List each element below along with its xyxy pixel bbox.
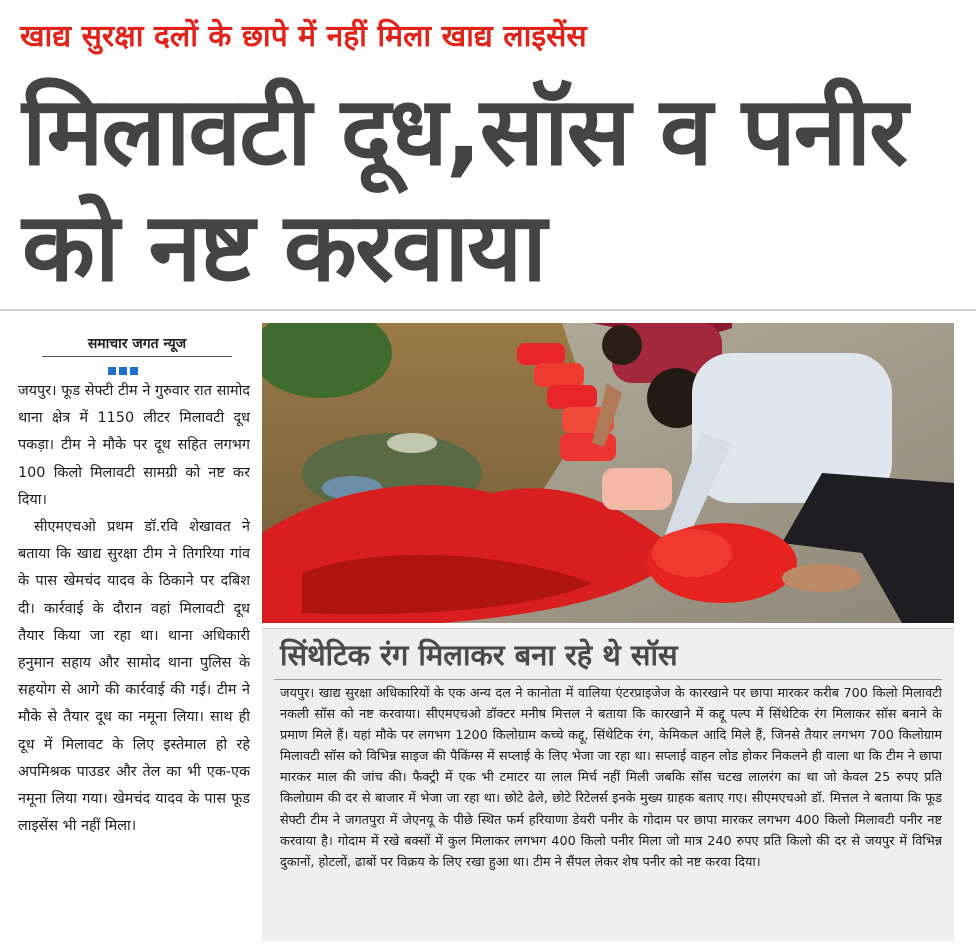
subheading-rule [274, 679, 942, 680]
sidebar-subheading: सिंथेटिक रंग मिलाकर बना रहे थे सॉस [280, 638, 678, 672]
body-paragraph-2: सीएमएचओ प्रथम डॉ.रवि शेखावत ने बताया कि खाद्य सुरक्षा टीम ने तिगरिया गांव के पास खेमचंद यादव के ठिकाने पर दबिश दी। कार्रवाई के दौरान वहां मिलावटी दूध तैयार किया जा रहा था। थाना अधिकारी हनुमान सहाय और सामोद थाना पुलिस के सहयोग से आगे की कार्रवाई की गई। टीम ने मौके से तैयार दूध का नमूना लिया। साथ ही दूध में मिलावट के लिए इस्तेमाल हो रहे अपमिश्रक पाउडर और तेल का भी एक-एक नमूना लिया गया। खेमचंद यादव के पास फूड लाइसेंस भी नहीं मिला। [18, 519, 250, 835]
byline-underline [42, 356, 232, 357]
sauce-disposal-photo [262, 323, 954, 623]
article-headline: मिलावटी दूध,सॉस व पनीर को नष्ट करवाया [22, 77, 906, 303]
sidebar-body [280, 683, 942, 937]
news-photo [262, 323, 954, 623]
article-body [18, 378, 250, 948]
article-kicker: खाद्य सुरक्षा दलों के छापे में नहीं मिला खाद्य लाइसेंस [20, 19, 587, 54]
body-paragraph-1: जयपुर। फूड सेफ्टी टीम ने गुरुवार रात सामोद थाना क्षेत्र में 1150 लीटर मिलावटी दूध पकड़ा। टीम ने मौके पर दूध सहित लगभग 100 किलो मिलावटी सामग्री को नष्ट कर दिया। [18, 383, 250, 508]
sidebar-story [262, 628, 954, 941]
byline-dots [108, 360, 141, 379]
header-divider [0, 309, 976, 311]
sidebar-paragraph: जयपुर। खाद्य सुरक्षा अधिकारियों के एक अन्य दल ने कानोता में वालिया एंटरप्राइजेज के कारखाने पर छापा मारकर करीब 700 किलो मिलावटी नकली सॉस को नष्ट करवाया। सीएमएचओ डॉक्टर मनीष मित्तल ने बताया कि कारखाने में कद्दू पल्प में सिंथेटिक रंग मिलाकर सॉस बनाने के प्रमाण मिले हैं। यहां मौके पर लगभग 1200 किलोग्राम कच्चे कद्दू, सिंथेटिक रंग, केमिकल आदि मिले हैं, जिनसे तैयार लगभग 700 किलोग्राम मिलावटी सॉस को विभिन्न साइज की पैकिंग्स में सप्लाई के लिए भेजा जा रहा था। सप्लाई वाहन लोड होकर निकलने ही वाला था कि टीम ने छापा मारकर माल की जांच की। फैक्ट्री में एक भी टमाटर या लाल मिर्च नहीं मिली जबकि सॉस चटख लालरंग का था जो केवल 25 रुपए प्रति किलोग्राम की दर से बाजार में भेजा जा रहा था। छोटे ढेले, छोटे रिटेलर्स इनके मुख्य ग्राहक बताए गए। सीएमएचओ डॉ. मित्तल ने बताया कि फूड सेफ्टी टीम ने जगतपुरा में जेएनयू के पीछे स्थित फर्म हरियाणा डेयरी पनीर के गोदाम पर छापा मारकर लगभग 400 किलो मिलावटी पनीर नष्ट करवाया है। गोदाम में रखे बक्सों में कुल मिलाकर लगभग 400 किलो पनीर मिला जो मात्र 240 रुपए प्रति किलो की दर से जयपुर में विभिन्न दुकानों, होटलों, ढाबों पर विक्रय के लिए रखा हुआ था। टीम ने सैंपल लेकर शेष पनीर को नष्ट करवा दिया। [280, 686, 942, 870]
article-byline: समाचार जगत न्यूज [87, 336, 187, 352]
